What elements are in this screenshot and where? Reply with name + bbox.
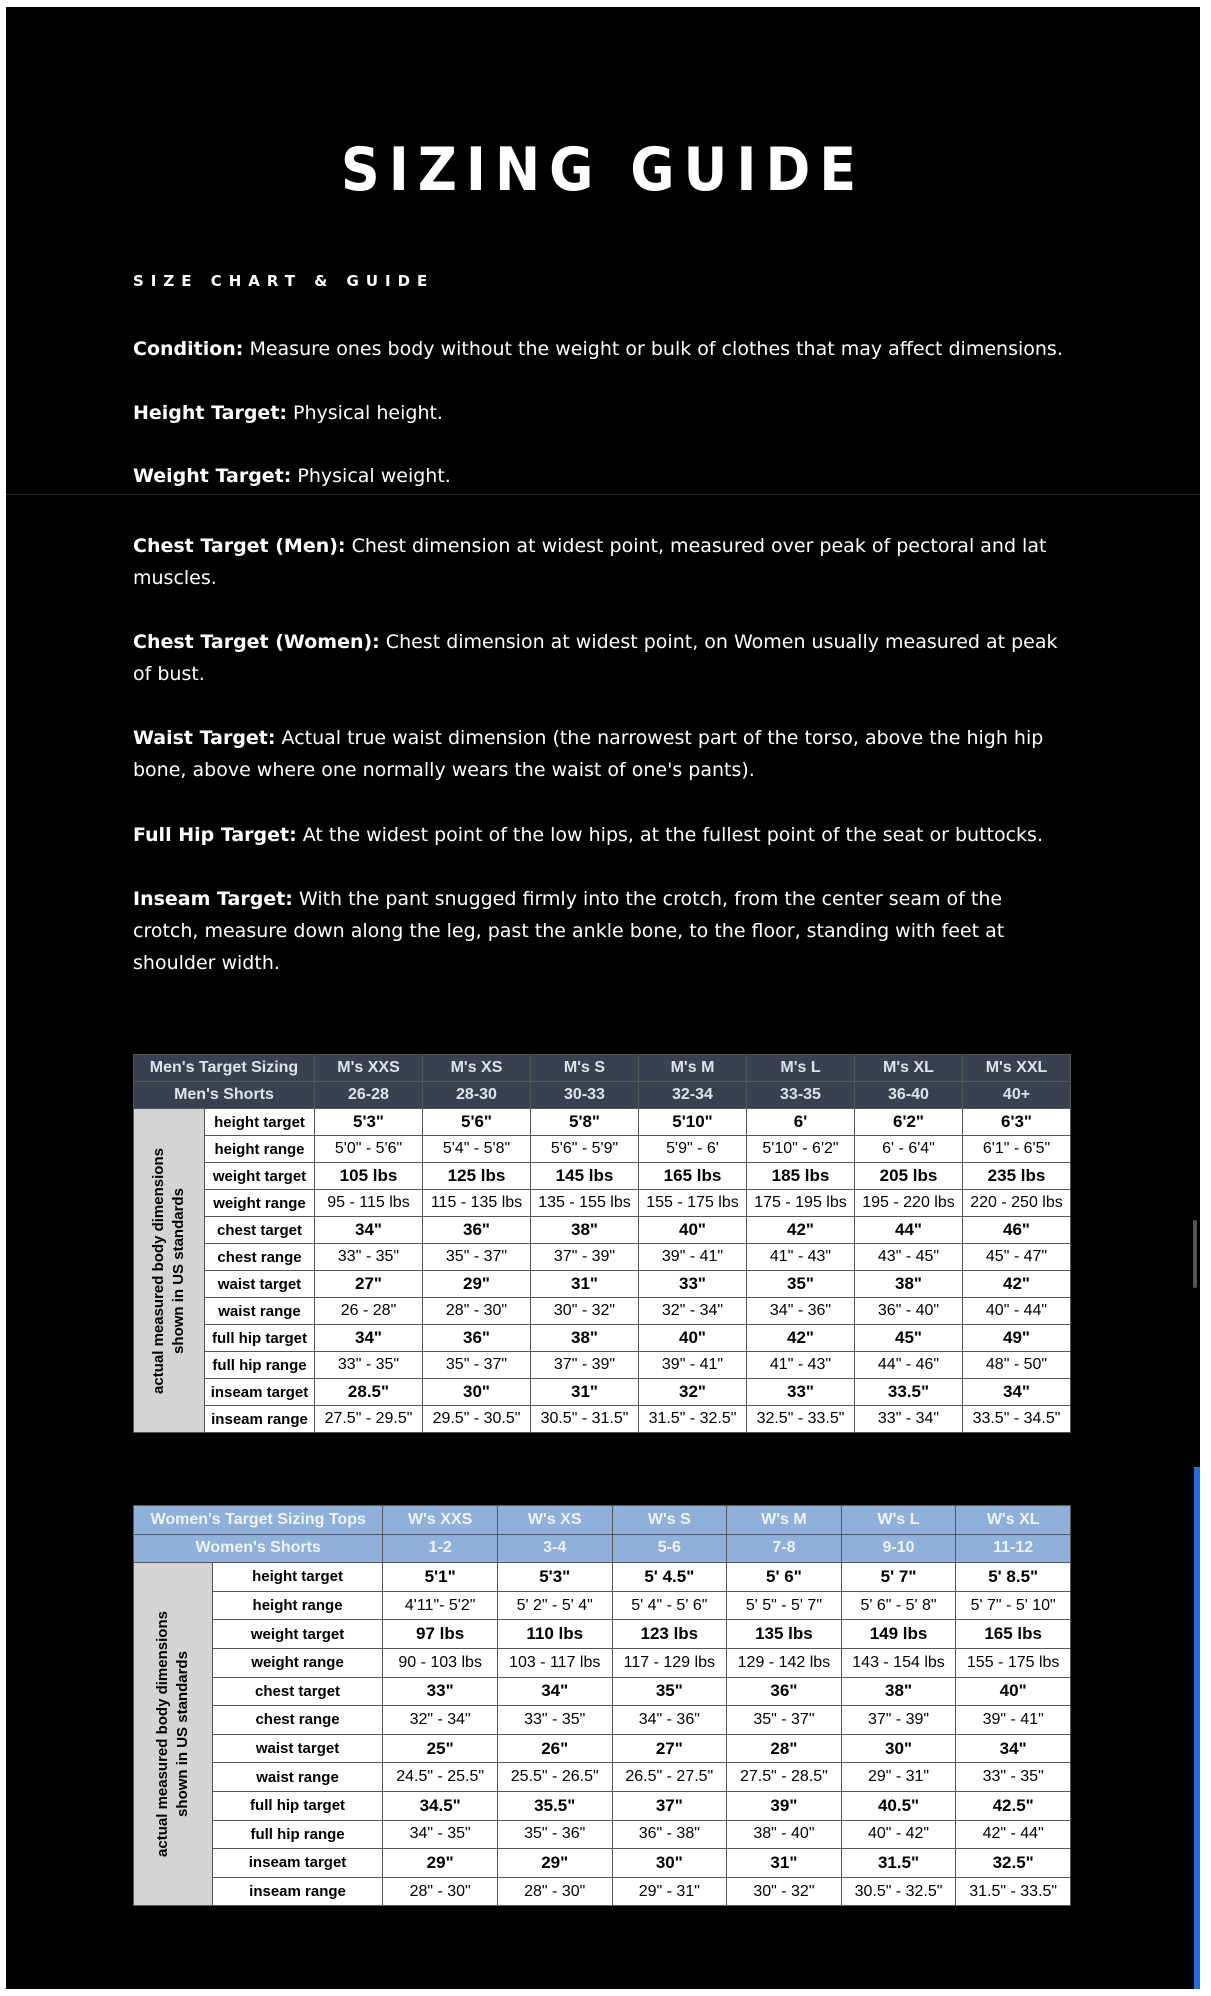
table-cell: 5'8" [531,1109,639,1136]
table-cell: 5'3" [315,1109,423,1136]
table-cell: 28" - 30" [383,1877,498,1906]
row-label: full hip target [205,1325,315,1352]
row-label: full hip target [212,1791,383,1820]
table-cell: 36" [727,1677,842,1706]
table-cell: 25.5" - 26.5" [497,1763,612,1792]
table-cell: 110 lbs [497,1620,612,1649]
table-row [134,1791,1071,1820]
table-cell: 97 lbs [383,1620,498,1649]
table-cell: 41" - 43" [747,1244,855,1271]
row-label: height target [212,1563,383,1592]
table-cell: 32" - 34" [383,1706,498,1735]
table-row [134,1163,1071,1190]
size-header: W's M [727,1506,842,1535]
table-cell: 5'0" - 5'6" [315,1136,423,1163]
definition-weight-target [133,460,1073,492]
shorts-size: 40+ [963,1082,1071,1109]
table-cell: 36" - 40" [855,1298,963,1325]
table-cell: 115 - 135 lbs [423,1190,531,1217]
shorts-size: 28-30 [423,1082,531,1109]
table-cell: 33.5" - 34.5" [963,1406,1071,1433]
table-cell: 25" [383,1734,498,1763]
table-cell: 185 lbs [747,1163,855,1190]
table-cell: 40" [956,1677,1071,1706]
table-cell: 36" [423,1325,531,1352]
shorts-size: 3-4 [497,1534,612,1563]
row-label: inseam range [212,1877,383,1906]
table-cell: 31.5" - 33.5" [956,1877,1071,1906]
table-row [134,1406,1071,1433]
table-row [134,1352,1071,1379]
table-cell: 143 - 154 lbs [841,1648,956,1677]
table-cell: 31.5" - 32.5" [639,1406,747,1433]
table-cell: 33" - 35" [956,1763,1071,1792]
table-cell: 42" [747,1217,855,1244]
table-cell: 38" [841,1677,956,1706]
row-label: waist range [212,1763,383,1792]
definition-waist-target [133,722,1073,786]
definition-text: Physical height. [287,402,443,424]
size-header: M's M [639,1055,747,1082]
table-cell: 31" [531,1379,639,1406]
shorts-label: Women's Shorts [134,1534,383,1563]
table-cell: 29" - 31" [612,1877,727,1906]
table-cell: 165 lbs [956,1620,1071,1649]
definition-condition [133,333,1073,365]
table-cell: 35" - 37" [423,1352,531,1379]
table-cell: 155 - 175 lbs [956,1648,1071,1677]
definition-text: Chest dimension at widest point, measured over peak of pectoral and lat muscles. [133,535,1047,589]
shorts-size: 11-12 [956,1534,1071,1563]
scrollbar-thumb[interactable] [1193,1220,1197,1288]
table-cell: 30" [612,1849,727,1878]
table-cell: 135 - 155 lbs [531,1190,639,1217]
table-cell: 5'3" [497,1563,612,1592]
mens-size-table [133,1054,1071,1433]
table-cell: 30" [841,1734,956,1763]
shorts-size: 1-2 [383,1534,498,1563]
table-cell: 29" - 31" [841,1763,956,1792]
womens-size-table [133,1505,1071,1906]
side-label-line: actual measured body dimensions [153,1611,171,1858]
definition-term: Condition: [133,338,244,360]
table-row [134,1677,1071,1706]
table-cell: 5' 4.5" [612,1563,727,1592]
side-label [134,1109,205,1433]
table-cell: 42.5" [956,1791,1071,1820]
size-header: W's L [841,1506,956,1535]
size-header: M's XL [855,1055,963,1082]
table-cell: 5' 6" - 5' 8" [841,1591,956,1620]
table-row [134,1244,1071,1271]
table-cell: 5'6" - 5'9" [531,1136,639,1163]
table-row [134,1271,1071,1298]
table-cell: 37" [612,1791,727,1820]
table-cell: 45" [855,1325,963,1352]
table-cell: 39" - 41" [956,1706,1071,1735]
row-label: inseam target [212,1849,383,1878]
definition-text: Measure ones body without the weight or bulk of clothes that may affect dimensions. [243,338,1063,360]
table-cell: 31" [727,1849,842,1878]
definition-term: Height Target: [133,402,287,424]
table-cell: 28" - 30" [423,1298,531,1325]
table-cell: 38" [531,1325,639,1352]
table-cell: 33" - 34" [855,1406,963,1433]
shorts-size: 32-34 [639,1082,747,1109]
table-cell: 95 - 115 lbs [315,1190,423,1217]
table-cell: 35" [747,1271,855,1298]
table-row [134,1648,1071,1677]
table-row [134,1734,1071,1763]
size-header: W's XXS [383,1506,498,1535]
table-cell: 27" [315,1271,423,1298]
shorts-row [134,1082,1071,1109]
table-cell: 35" - 37" [423,1244,531,1271]
table-cell: 5' 2" - 5' 4" [497,1591,612,1620]
table-cell: 32.5" [956,1849,1071,1878]
table-cell: 125 lbs [423,1163,531,1190]
table-cell: 38" - 40" [727,1820,842,1849]
scroll-progress-bar [1194,1467,1200,1989]
table-cell: 35" - 37" [727,1706,842,1735]
shorts-size: 26-28 [315,1082,423,1109]
side-label [134,1563,213,1906]
table-cell: 5' 7" - 5' 10" [956,1591,1071,1620]
table-row [134,1190,1071,1217]
page-title: SIZING GUIDE [340,135,866,205]
table-cell: 103 - 117 lbs [497,1648,612,1677]
table-cell: 4'11"- 5'2" [383,1591,498,1620]
table-cell: 28" [727,1734,842,1763]
table-cell: 6'1" - 6'5" [963,1136,1071,1163]
table-row [134,1849,1071,1878]
table-cell: 34" [497,1677,612,1706]
table-cell: 34.5" [383,1791,498,1820]
size-header: M's XXL [963,1055,1071,1082]
definition-term: Chest Target (Men): [133,535,346,557]
row-label: inseam range [205,1406,315,1433]
table-cell: 195 - 220 lbs [855,1190,963,1217]
table-cell: 149 lbs [841,1620,956,1649]
definition-term: Weight Target: [133,465,292,487]
table-cell: 48" - 50" [963,1352,1071,1379]
table-cell: 117 - 129 lbs [612,1648,727,1677]
table-cell: 36" - 38" [612,1820,727,1849]
table-cell: 43" - 45" [855,1244,963,1271]
table-cell: 37" - 39" [531,1244,639,1271]
table-cell: 44" - 46" [855,1352,963,1379]
table-cell: 29.5" - 30.5" [423,1406,531,1433]
table-cell: 32" - 34" [639,1298,747,1325]
table-header-label: Women's Target Sizing Tops [134,1506,383,1535]
table-cell: 5' 6" [727,1563,842,1592]
row-label: waist target [205,1271,315,1298]
table-cell: 26.5" - 27.5" [612,1763,727,1792]
table-cell: 5'9" - 6' [639,1136,747,1163]
table-row [134,1379,1071,1406]
table-cell: 35" [612,1677,727,1706]
table-row [134,1136,1071,1163]
definition-height-target [133,397,1073,429]
table-cell: 30" - 32" [531,1298,639,1325]
table-cell: 32" [639,1379,747,1406]
table-cell: 5' 7" [841,1563,956,1592]
table-cell: 27.5" - 29.5" [315,1406,423,1433]
shorts-size: 7-8 [727,1534,842,1563]
table-cell: 34" [956,1734,1071,1763]
table-cell: 6' - 6'4" [855,1136,963,1163]
table-cell: 27.5" - 28.5" [727,1763,842,1792]
table-cell: 27" [612,1734,727,1763]
table-cell: 5'1" [383,1563,498,1592]
table-cell: 30.5" - 32.5" [841,1877,956,1906]
table-cell: 6' [747,1109,855,1136]
table-header-label: Men's Target Sizing [134,1055,315,1082]
row-label: height range [205,1136,315,1163]
section-subtitle: SIZE CHART & GUIDE [133,272,435,290]
table-cell: 39" - 41" [639,1244,747,1271]
table-cell: 34" [315,1217,423,1244]
table-cell: 40" - 44" [963,1298,1071,1325]
definition-text: At the widest point of the low hips, at the fullest point of the seat or buttocks. [296,824,1043,846]
definition-text: Physical weight. [291,465,451,487]
side-label-line: shown in US standards [173,1651,191,1818]
table-cell: 32.5" - 33.5" [747,1406,855,1433]
shorts-size: 36-40 [855,1082,963,1109]
shorts-row [134,1534,1071,1563]
definition-term: Full Hip Target: [133,824,297,846]
table-cell: 40" [639,1217,747,1244]
table-cell: 90 - 103 lbs [383,1648,498,1677]
size-header: M's XS [423,1055,531,1082]
table-cell: 40" [639,1325,747,1352]
table-cell: 42" - 44" [956,1820,1071,1849]
table-cell: 5'4" - 5'8" [423,1136,531,1163]
table-cell: 35.5" [497,1791,612,1820]
table-row [134,1763,1071,1792]
table-cell: 44" [855,1217,963,1244]
row-label: weight target [212,1620,383,1649]
table-cell: 129 - 142 lbs [727,1648,842,1677]
size-header: W's XS [497,1506,612,1535]
table-cell: 34" - 36" [612,1706,727,1735]
table-cell: 155 - 175 lbs [639,1190,747,1217]
table-cell: 5' 8.5" [956,1563,1071,1592]
table-cell: 30.5" - 31.5" [531,1406,639,1433]
table-cell: 145 lbs [531,1163,639,1190]
side-label-text [153,1611,193,1857]
table-row [134,1325,1071,1352]
row-label: weight target [205,1163,315,1190]
definition-inseam-target [133,883,1073,979]
table-cell: 205 lbs [855,1163,963,1190]
table-cell: 105 lbs [315,1163,423,1190]
table-cell: 39" [727,1791,842,1820]
shorts-size: 33-35 [747,1082,855,1109]
row-label: weight range [212,1648,383,1677]
table-row [134,1591,1071,1620]
table-cell: 31.5" [841,1849,956,1878]
shorts-size: 9-10 [841,1534,956,1563]
row-label: full hip range [205,1352,315,1379]
table-cell: 28.5" [315,1379,423,1406]
side-label-line: actual measured body dimensions [150,1147,167,1394]
table-cell: 123 lbs [612,1620,727,1649]
table-cell: 49" [963,1325,1071,1352]
table-cell: 33" - 35" [497,1706,612,1735]
table-cell: 33.5" [855,1379,963,1406]
table-cell: 220 - 250 lbs [963,1190,1071,1217]
table-cell: 34" [963,1379,1071,1406]
table-cell: 175 - 195 lbs [747,1190,855,1217]
row-label: chest target [205,1217,315,1244]
table-row [134,1820,1071,1849]
row-label: chest target [212,1677,383,1706]
table-cell: 5'6" [423,1109,531,1136]
table-cell: 33" - 35" [315,1352,423,1379]
table-cell: 38" [855,1271,963,1298]
table-cell: 5'10" - 6'2" [747,1136,855,1163]
side-label-text [149,1148,189,1394]
table-cell: 30" - 32" [727,1877,842,1906]
table-cell: 41" - 43" [747,1352,855,1379]
table-cell: 45" - 47" [963,1244,1071,1271]
definition-chest-women [133,626,1073,690]
definition-text: Actual true waist dimension (the narrowest part of the torso, above the high hip bone, above where one normally wears the waist of one's pants). [133,727,1044,781]
definition-text: With the pant snugged firmly into the crotch, from the center seam of the crotch, measure down along the leg, past the ankle bone, to the floor, standing with feet at shoulder width. [133,888,1005,974]
table-cell: 33" [383,1677,498,1706]
table-cell: 5' 5" - 5' 7" [727,1591,842,1620]
shorts-size: 5-6 [612,1534,727,1563]
table-cell: 38" [531,1217,639,1244]
divider [6,494,1200,495]
table-cell: 40.5" [841,1791,956,1820]
table-row [134,1563,1071,1592]
table-cell: 42" [747,1325,855,1352]
row-label: weight range [205,1190,315,1217]
side-label-line: shown in US standards [170,1187,187,1354]
shorts-label: Men's Shorts [134,1082,315,1109]
table-cell: 36" [423,1217,531,1244]
definition-term: Waist Target: [133,727,276,749]
size-header: M's S [531,1055,639,1082]
row-label: chest range [212,1706,383,1735]
table-cell: 33" - 35" [315,1244,423,1271]
size-header: W's S [612,1506,727,1535]
table-cell: 26" [497,1734,612,1763]
table-row [134,1877,1071,1906]
header-row [134,1506,1071,1535]
definition-chest-men [133,530,1073,594]
table-cell: 37" - 39" [841,1706,956,1735]
row-label: waist range [205,1298,315,1325]
table-cell: 5'10" [639,1109,747,1136]
table-cell: 35" - 36" [497,1820,612,1849]
table-cell: 34" [315,1325,423,1352]
table-cell: 46" [963,1217,1071,1244]
table-cell: 39" - 41" [639,1352,747,1379]
table-cell: 165 lbs [639,1163,747,1190]
table-cell: 235 lbs [963,1163,1071,1190]
page [6,7,1200,1989]
table-row [134,1620,1071,1649]
table-row [134,1298,1071,1325]
table-cell: 33" [747,1379,855,1406]
table-cell: 34" - 35" [383,1820,498,1849]
definition-term: Chest Target (Women): [133,631,380,653]
table-cell: 24.5" - 25.5" [383,1763,498,1792]
table-row [134,1706,1071,1735]
table-cell: 135 lbs [727,1620,842,1649]
table-cell: 6'3" [963,1109,1071,1136]
table-cell: 29" [383,1849,498,1878]
size-header: W's XL [956,1506,1071,1535]
definition-term: Inseam Target: [133,888,293,910]
table-row [134,1109,1071,1136]
size-header: M's XXS [315,1055,423,1082]
row-label: full hip range [212,1820,383,1849]
table-cell: 37" - 39" [531,1352,639,1379]
row-label: waist target [212,1734,383,1763]
table-cell: 30" [423,1379,531,1406]
shorts-size: 30-33 [531,1082,639,1109]
table-cell: 29" [497,1849,612,1878]
table-cell: 28" - 30" [497,1877,612,1906]
definition-full-hip-target [133,819,1073,851]
row-label: chest range [205,1244,315,1271]
table-cell: 42" [963,1271,1071,1298]
row-label: height target [205,1109,315,1136]
header-row [134,1055,1071,1082]
table-cell: 40" - 42" [841,1820,956,1849]
table-cell: 34" - 36" [747,1298,855,1325]
row-label: height range [212,1591,383,1620]
table-cell: 26 - 28" [315,1298,423,1325]
table-cell: 29" [423,1271,531,1298]
size-header: M's L [747,1055,855,1082]
table-cell: 5' 4" - 5' 6" [612,1591,727,1620]
table-cell: 31" [531,1271,639,1298]
table-cell: 6'2" [855,1109,963,1136]
table-row [134,1217,1071,1244]
row-label: inseam target [205,1379,315,1406]
definition-text: Chest dimension at widest point, on Women usually measured at peak of bust. [133,631,1058,685]
table-cell: 33" [639,1271,747,1298]
